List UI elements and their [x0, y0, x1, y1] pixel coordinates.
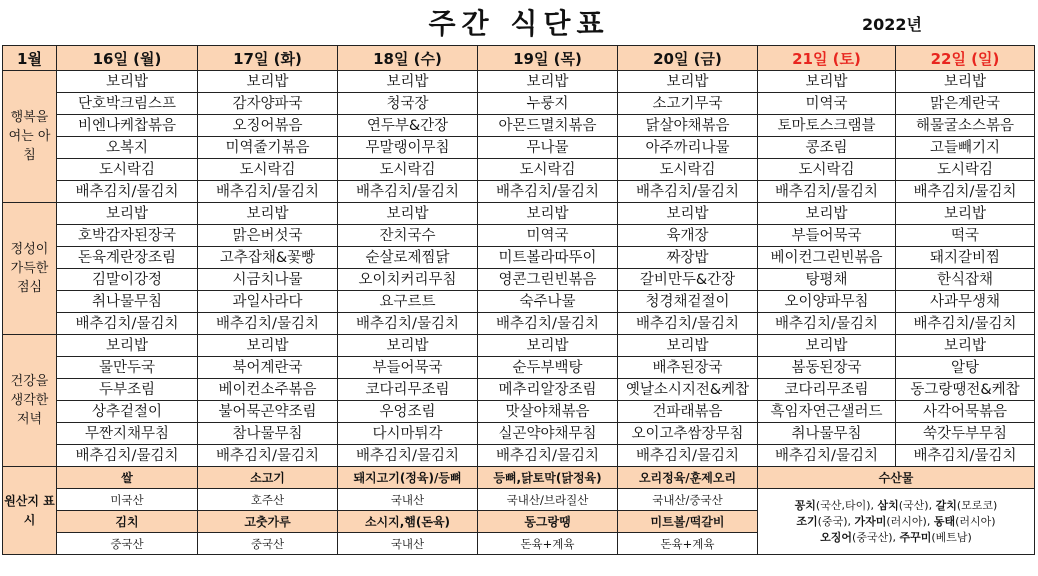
menu-item: 보리밥 [198, 335, 338, 357]
menu-item: 배추김치/물김치 [618, 181, 758, 203]
seafood-origin: (중국산), [852, 530, 896, 544]
menu-item: 배추된장국 [618, 357, 758, 379]
seafood-name: 가자미 [854, 514, 887, 528]
menu-row [3, 445, 1035, 467]
menu-item: 보리밥 [338, 335, 478, 357]
menu-item: 보리밥 [198, 203, 338, 225]
menu-item: 보리밥 [758, 203, 896, 225]
menu-item: 감자양파국 [198, 93, 338, 115]
menu-item: 알탕 [896, 357, 1035, 379]
menu-item: 배추김치/물김치 [338, 313, 478, 335]
menu-row [3, 225, 1035, 247]
menu-item: 연두부&간장 [338, 115, 478, 137]
menu-item: 보리밥 [758, 71, 896, 93]
origin-value: 중국산 [57, 533, 198, 555]
menu-item: 보리밥 [618, 335, 758, 357]
day-header: 19일 (목) [478, 46, 618, 71]
menu-row [3, 115, 1035, 137]
menu-item: 오이고추쌈장무침 [618, 423, 758, 445]
menu-item: 갈비만두&간장 [618, 269, 758, 291]
menu-row [3, 291, 1035, 313]
menu-item: 토마토스크램블 [758, 115, 896, 137]
origin-row [3, 489, 1035, 511]
menu-item: 단호박크림스프 [57, 93, 198, 115]
menu-item: 아주까리나물 [618, 137, 758, 159]
menu-item: 영콘그린빈볶음 [478, 269, 618, 291]
menu-item: 맛살야채볶음 [478, 401, 618, 423]
menu-item: 무나물 [478, 137, 618, 159]
menu-item: 보리밥 [478, 71, 618, 93]
menu-item: 배추김치/물김치 [618, 445, 758, 467]
origin-item: 돼지고기(정육)/등뼈 [338, 467, 478, 489]
menu-item: 배추김치/물김치 [338, 445, 478, 467]
menu-row [3, 247, 1035, 269]
seafood-origin: (러시아), [886, 514, 931, 528]
menu-item: 순살로제찜닭 [338, 247, 478, 269]
menu-item: 실곤약야채무침 [478, 423, 618, 445]
menu-item: 콩조림 [758, 137, 896, 159]
menu-item: 미역국 [478, 225, 618, 247]
menu-row [3, 379, 1035, 401]
menu-item: 보리밥 [57, 71, 198, 93]
menu-item: 보리밥 [338, 203, 478, 225]
menu-item: 배추김치/물김치 [618, 313, 758, 335]
menu-item: 소고기무국 [618, 93, 758, 115]
seafood-origin: (러시아) [955, 514, 996, 528]
title-bar [0, 0, 1038, 44]
menu-item: 보리밥 [896, 71, 1035, 93]
menu-item: 오이치커리무침 [338, 269, 478, 291]
menu-item: 배추김치/물김치 [478, 445, 618, 467]
menu-item: 봄동된장국 [758, 357, 896, 379]
year-label: 2022년 [862, 15, 922, 34]
menu-item: 보리밥 [478, 203, 618, 225]
menu-item: 숙주나물 [478, 291, 618, 313]
menu-item: 물만두국 [57, 357, 198, 379]
menu-item: 도시락김 [758, 159, 896, 181]
menu-item: 비엔나케찹볶음 [57, 115, 198, 137]
menu-item: 육개장 [618, 225, 758, 247]
menu-item: 보리밥 [338, 71, 478, 93]
menu-item: 흑임자연근샐러드 [758, 401, 896, 423]
seafood-origin: (중국), [817, 514, 851, 528]
menu-item: 배추김치/물김치 [338, 181, 478, 203]
origin-value: 국내산 [338, 489, 478, 511]
day-header: 17일 (화) [198, 46, 338, 71]
menu-item: 오복지 [57, 137, 198, 159]
seafood-origin: (국산,타이), [815, 498, 874, 512]
menu-item: 북어계란국 [198, 357, 338, 379]
menu-item: 배추김치/물김치 [758, 445, 896, 467]
day-header: 18일 (수) [338, 46, 478, 71]
menu-item: 오이양파무침 [758, 291, 896, 313]
weekly-menu-table [2, 45, 1035, 555]
menu-item: 순두부백탕 [478, 357, 618, 379]
menu-item: 보리밥 [478, 335, 618, 357]
origin-item: 고춧가루 [198, 511, 338, 533]
seafood-name: 조기 [796, 514, 818, 528]
origin-row [3, 467, 1035, 489]
menu-item: 누룽지 [478, 93, 618, 115]
menu-item: 요구르트 [338, 291, 478, 313]
menu-row [3, 93, 1035, 115]
day-header: 20일 (금) [618, 46, 758, 71]
seafood-line [758, 498, 1034, 514]
header-row [3, 46, 1035, 71]
menu-row [3, 71, 1035, 93]
menu-item: 베이컨소주볶음 [198, 379, 338, 401]
menu-row [3, 203, 1035, 225]
menu-row [3, 423, 1035, 445]
menu-item: 다시마튀각 [338, 423, 478, 445]
origin-item: 등뼈,닭토막(닭정육) [478, 467, 618, 489]
origin-value: 중국산 [198, 533, 338, 555]
menu-item: 보리밥 [57, 335, 198, 357]
page-title: 주간 식단표 [428, 7, 610, 40]
origin-item: 미트볼/떡갈비 [618, 511, 758, 533]
seafood-origin: (모로코) [956, 498, 998, 512]
menu-item: 우엉조림 [338, 401, 478, 423]
menu-item: 배추김치/물김치 [198, 445, 338, 467]
menu-item: 배추김치/물김치 [478, 181, 618, 203]
menu-item: 도시락김 [478, 159, 618, 181]
menu-item: 미역줄기볶음 [198, 137, 338, 159]
menu-item: 무말랭이무침 [338, 137, 478, 159]
menu-item: 도시락김 [896, 159, 1035, 181]
seafood-name: 주꾸미 [899, 530, 932, 544]
menu-item: 메추리알장조림 [478, 379, 618, 401]
seafood-title: 수산물 [758, 467, 1035, 489]
origin-label: 원산지 표시 [3, 467, 57, 555]
menu-item: 짜장밥 [618, 247, 758, 269]
menu-row [3, 269, 1035, 291]
menu-item: 시금치나물 [198, 269, 338, 291]
menu-item: 부들어묵국 [758, 225, 896, 247]
origin-value: 미국산 [57, 489, 198, 511]
menu-item: 도시락김 [198, 159, 338, 181]
menu-item: 동그랑땡전&케찹 [896, 379, 1035, 401]
menu-row [3, 335, 1035, 357]
menu-item: 보리밥 [758, 335, 896, 357]
origin-value: 돈육+계육 [478, 533, 618, 555]
menu-item: 배추김치/물김치 [198, 313, 338, 335]
menu-item: 고들빼기지 [896, 137, 1035, 159]
origin-item: 소고기 [198, 467, 338, 489]
origin-item: 동그랑땡 [478, 511, 618, 533]
menu-item: 배추김치/물김치 [896, 313, 1035, 335]
menu-item: 코다리무조림 [758, 379, 896, 401]
origin-item: 쌀 [57, 467, 198, 489]
meal-section-label: 건강을 생각한 저녁 [3, 335, 57, 467]
menu-item: 보리밥 [57, 203, 198, 225]
menu-item: 보리밥 [618, 203, 758, 225]
menu-row [3, 357, 1035, 379]
seafood-name: 갈치 [935, 498, 957, 512]
day-header: 21일 (토) [758, 46, 896, 71]
menu-item: 고추잡채&꽃빵 [198, 247, 338, 269]
menu-item: 떡국 [896, 225, 1035, 247]
menu-item: 배추김치/물김치 [57, 445, 198, 467]
menu-item: 배추김치/물김치 [57, 313, 198, 335]
menu-item: 호박감자된장국 [57, 225, 198, 247]
menu-item: 미트볼라따뚜이 [478, 247, 618, 269]
menu-item: 청국장 [338, 93, 478, 115]
menu-item: 보리밥 [198, 71, 338, 93]
menu-item: 도시락김 [338, 159, 478, 181]
menu-item: 옛날소시지전&케찹 [618, 379, 758, 401]
menu-item: 쑥갓두부무침 [896, 423, 1035, 445]
seafood-origins [758, 489, 1035, 555]
menu-item: 무짠지채무침 [57, 423, 198, 445]
menu-item: 부들어묵국 [338, 357, 478, 379]
menu-item: 상추겉절이 [57, 401, 198, 423]
menu-item: 보리밥 [618, 71, 758, 93]
menu-item: 김말이강정 [57, 269, 198, 291]
menu-item: 탕평채 [758, 269, 896, 291]
menu-item: 베이컨그린빈볶음 [758, 247, 896, 269]
menu-item: 보리밥 [896, 203, 1035, 225]
menu-item: 배추김치/물김치 [758, 313, 896, 335]
menu-item: 배추김치/물김치 [896, 445, 1035, 467]
menu-item: 오징어볶음 [198, 115, 338, 137]
menu-item: 참나물무침 [198, 423, 338, 445]
origin-item: 소시지,햄(돈육) [338, 511, 478, 533]
origin-value: 국내산/브라질산 [478, 489, 618, 511]
origin-item: 김치 [57, 511, 198, 533]
menu-item: 돼지갈비찜 [896, 247, 1035, 269]
menu-item: 배추김치/물김치 [758, 181, 896, 203]
month-header: 1월 [3, 46, 57, 71]
menu-item: 배추김치/물김치 [198, 181, 338, 203]
menu-row [3, 401, 1035, 423]
menu-item: 해물굴소스볶음 [896, 115, 1035, 137]
origin-value: 돈육+계육 [618, 533, 758, 555]
menu-item: 배추김치/물김치 [478, 313, 618, 335]
menu-item: 미역국 [758, 93, 896, 115]
seafood-name: 삼치 [877, 498, 899, 512]
menu-item: 건파래볶음 [618, 401, 758, 423]
menu-item: 맑은계란국 [896, 93, 1035, 115]
seafood-origin: (베트남) [931, 530, 972, 544]
seafood-name: 꽁치 [794, 498, 816, 512]
meal-section-label: 행복을 여는 아침 [3, 71, 57, 203]
menu-item: 한식잡채 [896, 269, 1035, 291]
day-header: 22일 (일) [896, 46, 1035, 71]
menu-row [3, 313, 1035, 335]
seafood-origin: (국산), [898, 498, 933, 512]
menu-row [3, 181, 1035, 203]
origin-value: 호주산 [198, 489, 338, 511]
menu-item: 코다리무조림 [338, 379, 478, 401]
seafood-name: 오징어 [820, 530, 853, 544]
menu-item: 배추김치/물김치 [896, 181, 1035, 203]
menu-item: 취나물무침 [758, 423, 896, 445]
menu-item: 도시락김 [618, 159, 758, 181]
meal-section-label: 정성이 가득한 점심 [3, 203, 57, 335]
menu-item: 맑은버섯국 [198, 225, 338, 247]
menu-item: 도시락김 [57, 159, 198, 181]
menu-item: 두부조림 [57, 379, 198, 401]
menu-item: 청경채겉절이 [618, 291, 758, 313]
seafood-line [758, 514, 1034, 530]
menu-item: 과일사라다 [198, 291, 338, 313]
menu-item: 돈육계란장조림 [57, 247, 198, 269]
menu-item: 아몬드멸치볶음 [478, 115, 618, 137]
origin-value: 국내산/중국산 [618, 489, 758, 511]
menu-item: 사과무생채 [896, 291, 1035, 313]
seafood-line [758, 530, 1034, 546]
menu-item: 닭살야채볶음 [618, 115, 758, 137]
menu-item: 취나물무침 [57, 291, 198, 313]
origin-value: 국내산 [338, 533, 478, 555]
menu-row [3, 159, 1035, 181]
menu-row [3, 137, 1035, 159]
menu-item: 잔치국수 [338, 225, 478, 247]
origin-item: 오리정육/훈제오리 [618, 467, 758, 489]
menu-item: 배추김치/물김치 [57, 181, 198, 203]
menu-item: 불어묵곤약조림 [198, 401, 338, 423]
menu-item: 보리밥 [896, 335, 1035, 357]
day-header: 16일 (월) [57, 46, 198, 71]
menu-item: 사각어묵볶음 [896, 401, 1035, 423]
seafood-name: 동태 [933, 514, 956, 528]
